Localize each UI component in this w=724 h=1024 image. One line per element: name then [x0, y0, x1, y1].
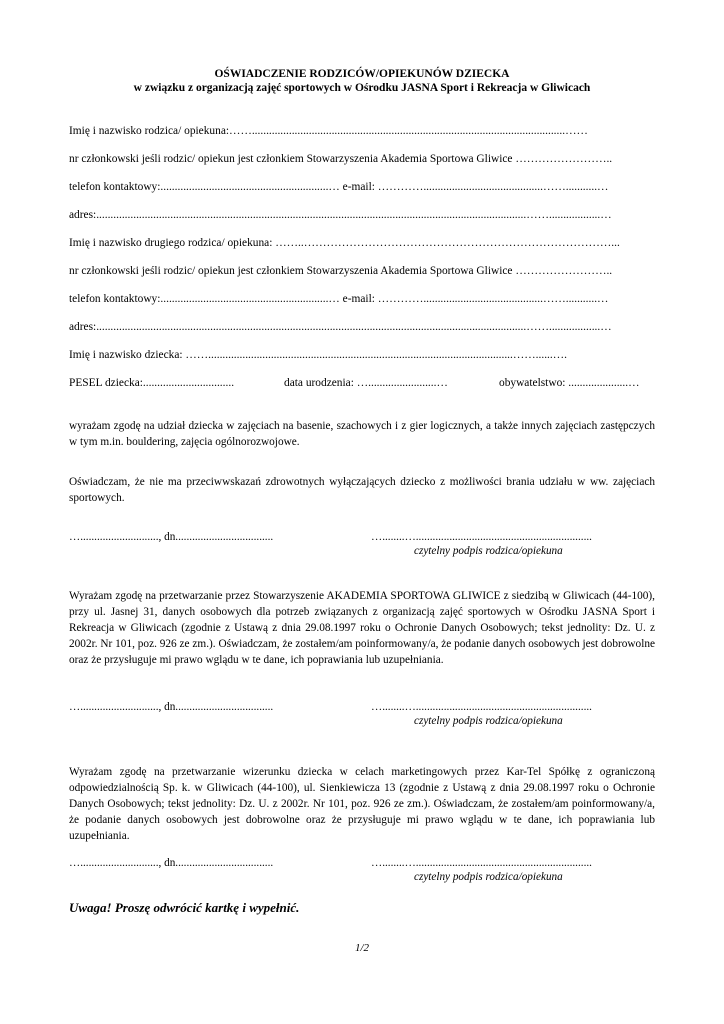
parent2-member-number-field[interactable]: nr członkowski jeśli rodzic/ opiekun jest członkiem Stowarzyszenia Akademia Sportowa Gliwice …………………….. — [69, 265, 613, 277]
parent1-name-field[interactable]: Imię i nazwisko rodzica/ opiekuna:……..............................................................................................................…… — [69, 125, 588, 137]
page-number: 1/2 — [354, 942, 370, 954]
place-date-field-1[interactable]: …............................, dn................................... — [69, 531, 274, 543]
place-date-field-2[interactable]: …............................, dn................................... — [69, 701, 274, 713]
image-processing-consent-text: Wyrażam zgodę na przetwarzanie wizerunku dziecka w celach marketingowych przez Kar-Tel Spółkę z ograniczoną odpowiedzialnością Sp. k. w Gliwicach (44-100), ul. Sienkiewicza 13 (zgodnie z Ustawą z dnia 29.08.1997 roku o Ochronie Danych Osobowych; tekst jednolity: Dz. U. z 2002r. Nr 101, poz. 926 ze zm.). Oświadczam, że zostałem/am poinformowany/a, że podanie danych osobowych jest dobrowolne oraz że przysługuje mi prawo wglądu w te dane, ich poprawiania lub uzupełniania. — [69, 766, 655, 842]
child-name-field[interactable]: Imię i nazwisko dziecka: ……...........................................................................................................……......…. — [69, 349, 567, 361]
signature-caption-3: czytelny podpis rodzica/opiekuna — [414, 871, 563, 883]
parent2-name-field[interactable]: Imię i nazwisko drugiego rodzica/ opiekuna: ……..………………………………………………………………………... — [69, 237, 620, 249]
turn-page-notice: Uwaga! Proszę odwrócić kartkę i wypełnić. — [69, 900, 300, 915]
document-subtitle: w związku z organizacją zajęć sportowych w Ośrodku JASNA Sport i Rekreacja w Gliwicach — [133, 82, 591, 94]
child-citizenship-field[interactable]: obywatelstwo: .....................… — [499, 377, 640, 389]
data-processing-consent-text: Wyrażam zgodę na przetwarzanie przez Stowarzyszenie AKADEMIA SPORTOWA GLIWICE z siedzibą w Gliwicach (44-100), przy ul. Jasnej 31, danych osobowych dla potrzeb związanych z organizacją zajęć sportowych w Ośrodku JASNA Sport i Rekreacja w Gliwicach (zgodnie z Ustawą z dnia 29.08.1997 roku o Ochronie Danych Osobowych; tekst jednolity: Dz. U. z 2002r. Nr 101, poz. 926 ze zm.). Oświadczam, że zostałem/am poinformowany/a, że podanie danych osobowych jest dobrowolne oraz że przysługuje mi prawo wglądu w te dane, ich poprawiania lub uzupełniania. — [69, 590, 655, 666]
child-birth-date-field[interactable]: data urodzenia: …........................… — [284, 377, 448, 389]
parent2-phone-email-field[interactable]: telefon kontaktowy:...........................................................… e-mail: …………..........................................……...........… — [69, 293, 609, 305]
signature-line-1[interactable]: …........…............................................................... — [371, 531, 592, 543]
activities-consent-text: wyrażam zgodę na udział dziecka w zajęciach na basenie, szachowych i z gier logicznych, a także innych zajęciach zastępczych w tym m.in. bouldering, zajęcia ogólnorozwojowe. — [69, 420, 655, 448]
document-title: OŚWIADCZENIE RODZICÓW/OPIEKUNÓW DZIECKA — [214, 68, 510, 80]
signature-caption-1: czytelny podpis rodzica/opiekuna — [414, 545, 563, 557]
health-statement-text: Oświadczam, że nie ma przeciwwskazań zdrowotnych wyłączających dziecko z możliwości brania udziału w ww. zajęciach sportowych. — [69, 476, 655, 504]
signature-line-2[interactable]: …........…............................................................... — [371, 701, 592, 713]
parent1-phone-email-field[interactable]: telefon kontaktowy:...........................................................… e-mail: …………..........................................……...........… — [69, 181, 609, 193]
parent1-address-field[interactable]: adres:.......................................................................................................................................................……..................… — [69, 209, 612, 221]
parent1-member-number-field[interactable]: nr członkowski jeśli rodzic/ opiekun jest członkiem Stowarzyszenia Akademia Sportowa Gliwice …………………….. — [69, 153, 613, 165]
signature-caption-2: czytelny podpis rodzica/opiekuna — [414, 715, 563, 727]
signature-line-3[interactable]: …........…............................................................... — [371, 857, 592, 869]
child-pesel-field[interactable]: PESEL dziecka:................................ — [69, 377, 235, 389]
place-date-field-3[interactable]: …............................, dn................................... — [69, 857, 274, 869]
parent2-address-field[interactable]: adres:.......................................................................................................................................................……..................… — [69, 321, 612, 333]
